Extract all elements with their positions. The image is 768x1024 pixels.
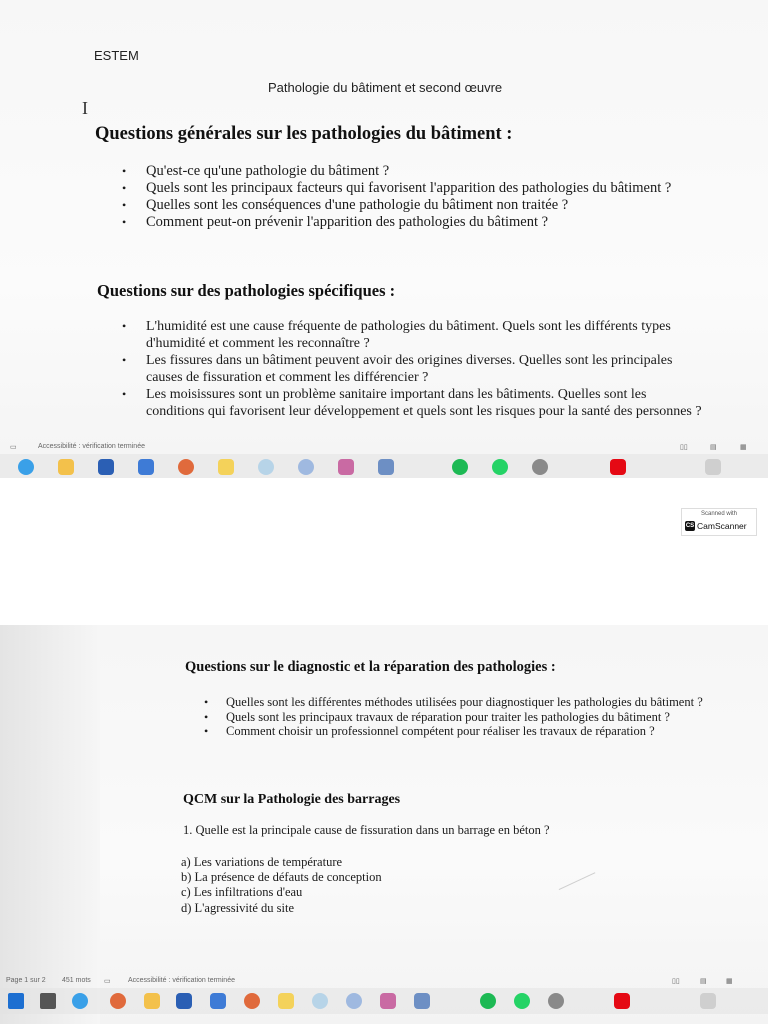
list-item: • Quelles sont les conséquences d'une pathologie du bâtiment non traitée ? (122, 197, 569, 213)
list-diagnostic-questions (204, 695, 726, 739)
settings-icon[interactable] (548, 993, 564, 1009)
windows-taskbar (0, 454, 768, 478)
app-icon[interactable] (258, 459, 274, 475)
page-view-icon[interactable]: ▭ (104, 978, 111, 985)
qcm-option-a: a) Les variations de température (181, 855, 343, 869)
scanned-page-1 (0, 0, 768, 478)
word-count[interactable]: 451 mots (62, 977, 91, 984)
whatsapp-icon[interactable] (492, 459, 508, 475)
heading-general-questions: Questions générales sur les pathologies du bâtiment : (95, 124, 513, 144)
bullet-icon: • (122, 353, 127, 367)
word-icon[interactable] (176, 993, 192, 1009)
bullet-icon: • (122, 181, 127, 195)
mail-icon[interactable] (138, 459, 154, 475)
spotify-icon[interactable] (480, 993, 496, 1009)
heading-diagnostic-questions: Questions sur le diagnostic et la réparation des pathologies : (185, 659, 556, 675)
bullet-icon: • (204, 709, 209, 724)
camscanner-watermark: Scanned with CS CamScanner (681, 508, 757, 536)
list-item: • Comment choisir un professionnel compétent pour réaliser les travaux de réparation ? (204, 724, 655, 738)
document-title: Pathologie du bâtiment et second œuvre (268, 80, 503, 95)
heading-specific-questions: Questions sur des pathologies spécifiques : (97, 281, 396, 300)
app-icon[interactable] (244, 993, 260, 1009)
list-item: • Comment peut-on prévenir l'apparition des pathologies du bâtiment ? (122, 214, 549, 230)
web-layout-icon[interactable]: ▦ (740, 444, 747, 451)
list-item: • Quels sont les principaux travaux de réparation pour traiter les pathologies du bâtiment ? (204, 709, 670, 724)
web-layout-icon[interactable]: ▦ (726, 978, 733, 985)
list-item: • Quels sont les principaux facteurs qui favorisent l'apparition des pathologies du bâtiment ? (122, 180, 672, 196)
bullet-icon: • (122, 164, 127, 178)
netflix-icon[interactable] (614, 993, 630, 1009)
read-mode-icon[interactable]: ▯▯ (672, 978, 680, 985)
mail-icon[interactable] (210, 993, 226, 1009)
tray-icon[interactable] (705, 459, 721, 475)
app-icon[interactable] (312, 993, 328, 1009)
page-view-icon[interactable]: ▭ (10, 444, 17, 451)
qcm-option-d: d) L'agressivité du site (181, 901, 294, 915)
list-general-questions (122, 163, 706, 231)
list-item: • Quelles sont les différentes méthodes utilisées pour diagnostiquer les pathologies du bâtiment ? (204, 695, 703, 709)
app-icon[interactable] (414, 993, 430, 1009)
print-layout-icon[interactable]: ▤ (700, 978, 707, 985)
notes-icon[interactable] (278, 993, 294, 1009)
edge-icon[interactable] (72, 993, 88, 1009)
app-icon[interactable] (346, 993, 362, 1009)
qcm-question: 1. Quelle est la principale cause de fissuration dans un barrage en béton ? (183, 823, 550, 837)
app-icon[interactable] (338, 459, 354, 475)
netflix-icon[interactable] (610, 459, 626, 475)
list-item: • Qu'est-ce qu'une pathologie du bâtiment ? (122, 163, 390, 179)
accessibility-status[interactable]: Accessibilité : vérification terminée (128, 977, 235, 984)
word-icon[interactable] (98, 459, 114, 475)
app-icon[interactable] (380, 993, 396, 1009)
bullet-icon: • (122, 319, 127, 333)
print-layout-icon[interactable]: ▤ (710, 444, 717, 451)
bullet-icon: • (204, 695, 209, 709)
list-item: • Les fissures dans un bâtiment peuvent avoir des origines diverses. Quelles sont les principales causes de fissuration et comment les différencier ? (122, 353, 673, 385)
app-icon[interactable] (298, 459, 314, 475)
spotify-icon[interactable] (452, 459, 468, 475)
heading-qcm: QCM sur la Pathologie des barrages (183, 792, 401, 807)
windows-start-icon[interactable] (8, 993, 24, 1009)
bullet-icon: • (122, 215, 127, 229)
page-margin-shade (0, 625, 100, 1024)
text-cursor-icon: I (82, 98, 88, 118)
accessibility-status[interactable]: Accessibilité : vérification terminée (38, 443, 145, 450)
windows-taskbar (0, 988, 768, 1014)
edge-icon[interactable] (18, 459, 34, 475)
bullet-icon: • (122, 198, 127, 212)
bullet-icon: • (204, 724, 209, 738)
school-name: ESTEM (94, 48, 139, 63)
camscanner-logo-icon: CS (685, 523, 695, 529)
bullet-icon: • (122, 387, 127, 401)
list-specific-questions (122, 318, 706, 420)
settings-icon[interactable] (532, 459, 548, 475)
tray-icon[interactable] (700, 993, 716, 1009)
page-count[interactable]: Page 1 sur 2 (6, 977, 46, 984)
qcm-option-c: c) Les infiltrations d'eau (181, 885, 303, 899)
app-icon[interactable] (178, 459, 194, 475)
chrome-icon[interactable] (110, 993, 126, 1009)
list-item: • Les moisissures sont un problème sanitaire important dans les bâtiments. Quelles sont les conditions qui favorisent leur développement et quels sont les risques pour la santé des personnes ? (122, 387, 702, 419)
file-explorer-icon[interactable] (144, 993, 160, 1009)
notes-icon[interactable] (218, 459, 234, 475)
list-item: • L'humidité est une cause fréquente de pathologies du bâtiment. Quels sont les différents types d'humidité et comment les reconnaître ? (122, 319, 671, 351)
app-icon[interactable] (378, 459, 394, 475)
file-explorer-icon[interactable] (58, 459, 74, 475)
task-view-icon[interactable] (40, 993, 56, 1009)
read-mode-icon[interactable]: ▯▯ (680, 444, 688, 451)
whatsapp-icon[interactable] (514, 993, 530, 1009)
qcm-option-b: b) La présence de défauts de conception (181, 870, 382, 884)
